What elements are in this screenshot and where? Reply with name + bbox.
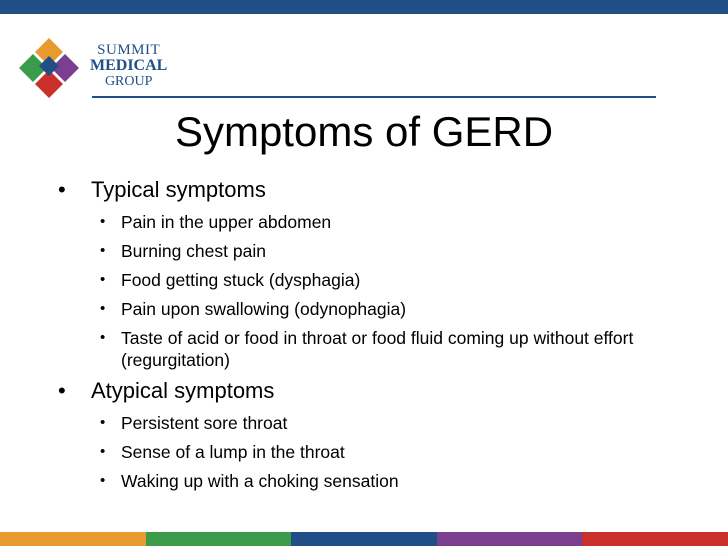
logo-diamond-icon bbox=[16, 36, 82, 102]
logo-wordmark bbox=[90, 42, 167, 90]
footer-band-blue bbox=[291, 532, 437, 546]
list-item: • Sense of a lump in the throat bbox=[88, 441, 661, 463]
top-accent-bar bbox=[0, 0, 728, 14]
list-item: • Waking up with a choking sensation bbox=[88, 470, 661, 492]
list-item: • Pain in the upper abdomen bbox=[88, 211, 661, 233]
footer-color-bands bbox=[0, 532, 728, 546]
footer-band-green bbox=[146, 532, 292, 546]
footer-band-orange bbox=[0, 532, 146, 546]
section-heading-typical: • Typical symptoms bbox=[58, 176, 678, 204]
section-heading-atypical: • Atypical symptoms bbox=[58, 377, 678, 405]
logo-line-2: MEDICAL bbox=[90, 57, 168, 74]
footer-band-red bbox=[582, 532, 728, 546]
list-item: • Burning chest pain bbox=[88, 240, 661, 262]
list-item: • Pain upon swallowing (odynophagia) bbox=[88, 298, 661, 320]
list-item: • Persistent sore throat bbox=[88, 412, 661, 434]
slide-title: Symptoms of GERD bbox=[174, 108, 554, 155]
footer-band-purple bbox=[437, 532, 583, 546]
header-rule bbox=[92, 96, 656, 98]
logo-line-1: SUMMIT bbox=[97, 42, 161, 58]
list-item: • Taste of acid or food in throat or food fluid coming up without effort (regurgitation) bbox=[88, 327, 661, 371]
symptom-list bbox=[58, 176, 678, 492]
logo-line-3: GROUP bbox=[104, 74, 153, 89]
list-item: • Food getting stuck (dysphagia) bbox=[88, 269, 661, 291]
